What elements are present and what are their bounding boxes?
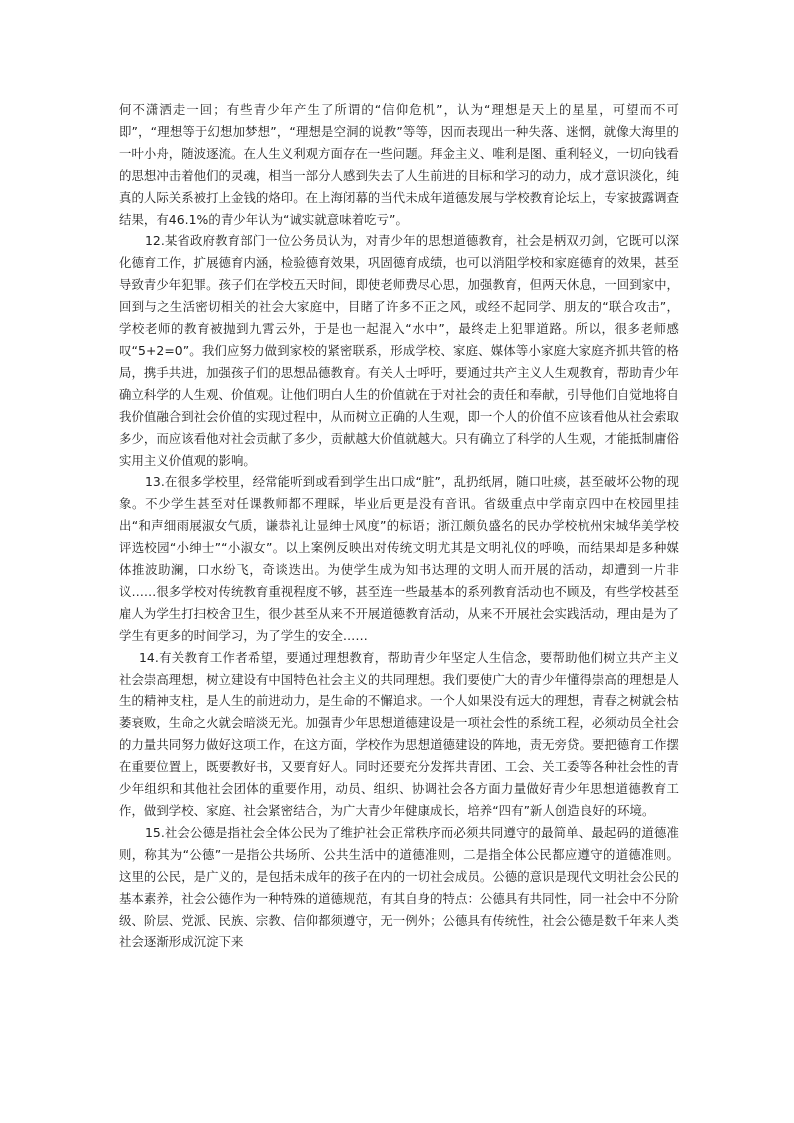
paragraph-12: 12.某省政府教育部门一位公务员认为，对青少年的思想道德教育，社会是柄双刃剑，它既可以深化德育工作，扩展德育内涵，检验德育效果，巩固德育成绩，也可以消阻学校和家庭德育的效果，甚至导致青少年犯罪。孩子们在学校五天时间，即使老师费尽心思，加强教育，但两天休息，一回到家中，回到与之生活密切相关的社会大家庭中，目睹了许多不正之风，或经不起同学、朋友的“联合攻击”，学校老师的教育被抛到九霄云外，于是也一起混入“水中”，最终走上犯罪道路。所以，很多老师感叹“5+2=0”。我们应努力做到家校的紧密联系，形成学校、家庭、媒体等小家庭大家庭齐抓共管的格局，携手共进，加强孩子们的思想品德教育。有关人士呼吁，要通过共产主义人生观教育，帮助青少年确立科学的人生观、价值观。让他们明白人生的价值就在于对社会的责任和奉献，引导他们自觉地将自我价值融合到社会价值的实现过程中，从而树立正确的人生观，即一个人的价值不应该看他从社会索取多少，而应该看他对社会贡献了多少，贡献越大价值就越大。只有确立了科学的人生观，才能抵制庸俗实用主义价值观的影响。	[119, 233, 679, 468]
paragraph-15: 15.社会公德是指社会全体公民为了维护社会正常秩序而必须共同遵守的最简单、最起码的道德准则，称其为“公德”一是指公共场所、公共生活中的道德准则，二是指全体公民都应遵守的道德准则。这里的公民，是广义的，是包括未成年的孩子在内的一切社会成员。公德的意识是现代文明社会公民的基本素养，社会公德作为一种特殊的道德规范，有其自身的特点：公德具有共同性，同一社会中不分阶级、阶层、党派、民族、宗教、信仰都须遵守，无一例外；公德具有传统性，社会公德是数千年来人类社会逐渐形成沉淀下来	[119, 824, 679, 950]
paragraph-14: 14.有关教育工作者希望，要通过理想教育，帮助青少年坚定人生信念，要帮助他们树立共产主义社会崇高理想，树立建设有中国特色社会主义的共同理想。我们要使广大的青少年懂得崇高的理想是人生的精神支柱，是人生的前进动力，是生命的不懈追求。一个人如果没有远大的理想，青春之树就会枯萎衰败，生命之火就会暗淡无光。加强青少年思想道德建设是一项社会性的系统工程，必须动员全社会的力量共同努力做好这项工作，在这方面，学校作为思想道德建设的阵地，责无旁贷。要把德育工作摆在重要位置上，既要教好书，又要育好人。同时还要充分发挥共青团、工会、关工委等各种社会性的青少年组织和其他社会团体的重要作用，动员、组织、协调社会各方面力量做好青少年思想道德教育工作，做到学校、家庭、社会紧密结合，为广大青少年健康成长，培养“四有”新人创造良好的环境。	[119, 649, 679, 818]
paragraph-13: 13.在很多学校里，经常能听到或看到学生出口成“脏”，乱扔纸屑，随口吐痰，甚至破坏公物的现象。不少学生甚至对任课教师都不理睬，毕业后更是没有音讯。省级重点中学南京四中在校园里挂出“和声细雨展淑女气质，谦恭礼让显绅士风度”的标语；浙江颇负盛名的民办学校杭州宋城华美学校评选校园“小绅士”“小淑女”。以上案例反映出对传统文明尤其是文明礼仪的呼唤，而结果却是多种媒体推波助澜，口水纷飞，奇谈迭出。为使学生成为知书达理的文明人而开展的活动，却遭到一片非议……很多学校对传统教育重视程度不够，甚至连一些最基本的系列教育活动也不顾及，有些学校甚至雇人为学生打扫校舍卫生，很少甚至从来不开展道德教育活动，从来不开展社会实践活动，理由是为了学生有更多的时间学习，为了学生的安全……	[119, 474, 679, 643]
document-page	[119, 99, 679, 953]
paragraph-continued: 何不潇洒走一回；有些青少年产生了所谓的“信仰危机”，认为“理想是天上的星星，可望而不可即”，“理想等于幻想加梦想”，“理想是空洞的说教”等等，因而表现出一种失落、迷惘，就像大海里的一叶小舟，随波逐流。在人生义利观方面存在一些问题。拜金主义、唯利是图、重利轻义，一切向钱看的思想冲击着他们的灵魂，相当一部分人感到失去了人生前进的目标和学习的动力，成才意识淡化，纯真的人际关系被打上金钱的烙印。在上海闭幕的当代未成年道德发展与学校教育论坛上，专家披露调查结果，有46.1%的青少年认为“诚实就意味着吃亏”。	[119, 102, 679, 227]
